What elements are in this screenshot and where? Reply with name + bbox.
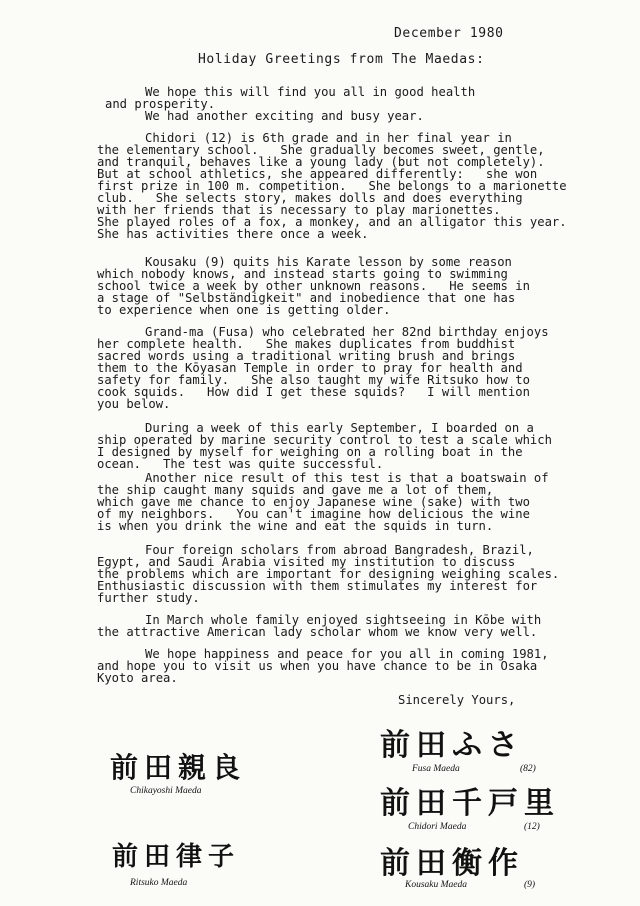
signature-kousaku-name: Kousaku Maeda — [405, 880, 468, 890]
body-line: We hope happiness and peace for you all in coming 1981, — [145, 647, 549, 661]
body-line: cook squids. How did I get these squids? I will mention — [97, 385, 530, 399]
signature-ritsuko-name: Ritsuko Maeda — [130, 878, 188, 888]
body-line: Egypt, and Saudi Arabia visited my institution to discuss — [97, 555, 516, 569]
body-line: and prosperity. — [105, 97, 216, 111]
body-line: ship operated by marine security control to test a scale which — [97, 433, 552, 447]
body-line: to experience when one is getting older. — [97, 303, 391, 317]
body-line: I designed by myself for weighing on a rolling boat in the — [97, 445, 523, 459]
body-line: school twice a week by other unknown reasons. He seems in — [97, 279, 530, 293]
body-line: Chidori (12) is 6th grade and in her final year in — [145, 131, 512, 145]
body-line: first prize in 100 m. competition. She belongs to a marionette — [97, 179, 567, 193]
body-line: Kyoto area. — [97, 671, 178, 685]
body-line: her complete health. She makes duplicates from buddhist — [97, 337, 516, 351]
body-line: which gave me chance to enjoy Japanese wine (sake) with two — [97, 495, 530, 509]
signature-chikayoshi-name: Chikayoshi Maeda — [130, 786, 202, 796]
body-line: safety for family. She also taught my wife Ritsuko how to — [97, 373, 530, 387]
signature-kousaku-age: (9) — [524, 880, 536, 890]
signature-ritsuko: 前田律子 — [112, 842, 241, 872]
signature-chidori-name: Chidori Maeda — [408, 822, 467, 832]
letter-date: December 1980 — [394, 26, 504, 41]
body-line: Four foreign scholars from abroad Bangradesh, Brazil, — [145, 543, 534, 557]
signature-fusa-age: (82) — [520, 764, 536, 774]
body-line: She played roles of a fox, a monkey, and an alligator this year. — [97, 215, 567, 229]
signature-chidori: 前田千戸里 — [380, 786, 560, 821]
body-line: which nobody knows, and instead starts going to swimming — [97, 267, 508, 281]
body-line: During a week of this early September, I boarded on a — [145, 421, 534, 435]
body-line: Enthusiastic discussion with them stimulates my interest for — [97, 579, 538, 593]
body-line: of my neighbors. You can't imagine how delicious the wine — [97, 507, 530, 521]
body-line: further study. — [97, 591, 200, 605]
body-line: We had another exciting and busy year. — [145, 109, 424, 123]
body-line: the ship caught many squids and gave me a lot of them, — [97, 483, 494, 497]
body-line: the problems which are important for designing weighing scales. — [97, 567, 560, 581]
body-line: club. She selects story, makes dolls and does everything — [97, 191, 523, 205]
letter-title: Holiday Greetings from The Maedas: — [198, 52, 485, 67]
body-line: is when you drink the wine and eat the squids in turn. — [97, 519, 494, 533]
body-line: In March whole family enjoyed sightseeing in Kōbe with — [145, 613, 542, 627]
signature-chidori-age: (12) — [524, 822, 540, 832]
signature-fusa: 前田ふさ — [380, 728, 524, 763]
body-line: ocean. The test was quite successful. — [97, 457, 384, 471]
body-line: and hope you to visit us when you have chance to be in Osaka — [97, 659, 538, 673]
body-line: But at school athletics, she appeared differently: she won — [97, 167, 538, 181]
body-line: them to the Kōyasan Temple in order to pray for health and — [97, 361, 523, 375]
signature-chikayoshi: 前田親良 — [110, 751, 247, 784]
body-line: We hope this will find you all in good health — [145, 85, 476, 99]
signature-fusa-name: Fusa Maeda — [412, 764, 460, 774]
body-line: the attractive American lady scholar whom we know very well. — [97, 625, 538, 639]
body-line: She has activities there once a week. — [97, 227, 369, 241]
body-line: a stage of "Selbständigkeit" and inobedience that one has — [97, 291, 516, 305]
body-line: sacred words using a traditional writing brush and brings — [97, 349, 516, 363]
body-line: Kousaku (9) quits his Karate lesson by some reason — [145, 255, 512, 269]
signature-kousaku: 前田衡作 — [380, 846, 524, 881]
body-line: and tranquil, behaves like a young lady (but not completely). — [97, 155, 545, 169]
body-line: Another nice result of this test is that a boatswain of — [145, 471, 549, 485]
body-line: you below. — [97, 397, 171, 411]
body-line: the elementary school. She gradually becomes sweet, gentle, — [97, 143, 545, 157]
body-line: with her friends that is necessary to play marionettes. — [97, 203, 501, 217]
body-line: Grand-ma (Fusa) who celebrated her 82nd birthday enjoys — [145, 325, 549, 339]
closing: Sincerely Yours, — [398, 693, 516, 707]
